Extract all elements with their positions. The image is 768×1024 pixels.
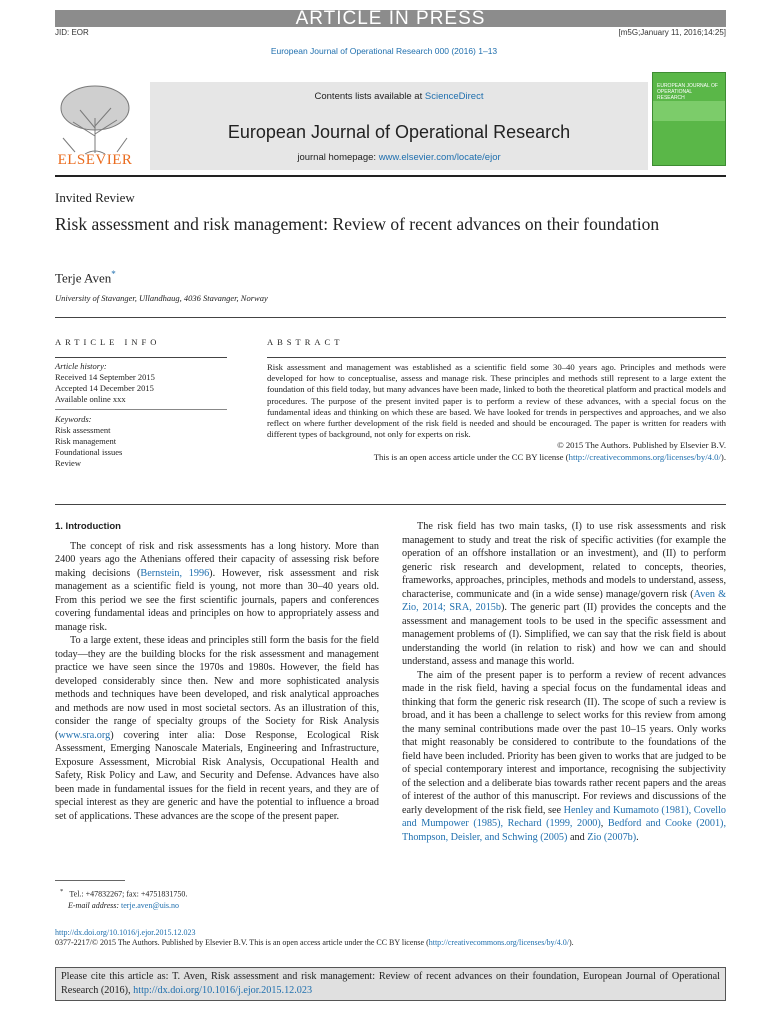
sciencedirect-link[interactable]: ScienceDirect (424, 91, 484, 102)
article-history: Article history: Received 14 September 2015 Accepted 14 December 2015 Available online xxx (55, 361, 227, 405)
reference-link[interactable]: Aven & Zio, 2014; SRA, 2015b (402, 588, 727, 613)
journal-citation[interactable]: European Journal of Operational Research 000 (2016) 1–13 (270, 46, 498, 56)
keyword: Risk assessment (55, 425, 111, 435)
section-heading: 1. Introduction (55, 521, 121, 532)
body-column-right (402, 520, 726, 844)
divider (55, 409, 227, 410)
online-date: Available online xxx (55, 394, 126, 404)
abstract-license: This is an open access article under the CC BY license (http://creativecommons.org/licenses/by/4.0/). (373, 451, 726, 462)
abstract-copyright: © 2015 The Authors. Published by Elsevier B.V. (557, 440, 726, 451)
paragraph: The concept of risk and risk assessments has a long history. More than 2400 years ago the Athenians offered their capacity of assessing risk before making decisions (Bernstein, 1996). However, risk assessment and risk management as a scientific field is young, not more than 30–40 years old. From this period we see the first scientific journals, papers and conferences covering fundamental ideas and principles on how to appropriately assess and manage risk. (55, 540, 379, 633)
journal-banner-box (150, 82, 648, 170)
keywords: Keywords: Risk assessment Risk management Foundational issues Review (55, 414, 227, 469)
abstract-heading: ABSTRACT (267, 337, 344, 347)
cite-doi-link[interactable]: http://dx.doi.org/10.1016/j.ejor.2015.12.023 (133, 985, 313, 996)
license-link[interactable]: http://creativecommons.org/licenses/by/4.0/ (428, 938, 570, 947)
email-link[interactable]: terje.aven@uis.no (121, 900, 180, 910)
publisher-name: ELSEVIER (57, 152, 133, 168)
paragraph: To a large extent, these ideas and principles still form the basis for the field today—they are the building blocks for the risk assessment and management practice we have seen since the 1970s and 1980s. However, the field has developed considerably since then. New and more sophisticated analysis methods and techniques have been developed, and risk analytical approaches and methods are now used in most societal sectors. As an illustration of this, consider the range of specialty groups of the Society for Risk Analysis (www.sra.org) covering inter alia: Dose Response, Ecological Risk Assessment, Emerging Nanoscale Materials, Engineering and Infrastructure, Exposure Assessment, Microbial Risk Analysis, Occupational Health and Safety, Risk Policy and Law, and Security and Defense. Advances have also been made in fundamental issues for the field in recent years, and they are of special interest as they are generic and have the potential to influence a broad set of applications. These advances are the scope of the present paper. (55, 635, 379, 822)
keyword: Review (55, 458, 81, 468)
keyword: Risk management (55, 436, 117, 446)
masthead-rule (55, 175, 726, 177)
reference-link[interactable]: Henley and Kumamoto (1981), Covello and Mumpower (1985), Rechard (1999, 2000) (402, 804, 727, 829)
homepage-link[interactable]: www.elsevier.com/locate/ejor (378, 152, 501, 163)
author-footnote: * Tel.: +47832267; fax: +4751831750. E-mail address: terje.aven@uis.no (60, 888, 188, 910)
doi-link[interactable]: http://dx.doi.org/10.1016/j.ejor.2015.12.023 (55, 928, 196, 937)
article-title: Risk assessment and risk management: Review of recent advances on their foundation (55, 214, 660, 234)
received-date: Received 14 September 2015 (55, 372, 155, 382)
reference-link[interactable]: Bedford and Cooke (2001), Thompson, Deisler, and Schwing (2005) (402, 818, 726, 843)
copyright-line: 0377-2217/© 2015 The Authors. Published by Elsevier B.V. This is an open access article under the CC BY license (http://creativecommons.org/licenses/by/4.0/). (55, 938, 574, 947)
homepage-line: journal homepage: www.elsevier.com/locate/ejor (297, 152, 501, 163)
divider (267, 357, 726, 358)
reference-link[interactable]: Zio (2007b) (587, 831, 637, 843)
author-footnote-mark[interactable]: * (111, 269, 116, 279)
journal-title: European Journal of Operational Research (227, 122, 571, 142)
article-info-heading: ARTICLE INFO (55, 337, 161, 347)
cover-title: EUROPEAN JOURNAL OF OPERATIONAL RESEARCH (657, 83, 718, 101)
jid-label: JID: EOR (55, 28, 89, 37)
cite-box: Please cite this article as: T. Aven, Risk assessment and risk management: Review of recent advances on their foundation, European Journal of Operational Research (2016), http://dx.doi.org/10.1016/j.ejor.2015.12.023 (55, 967, 726, 1001)
abstract-body: Risk assessment and management was established as a scientific field some 30–40 years ago. Principles and methods were developed for how to conceptualise, assess and manage risk. These principles and methods still represent to a large extent the foundation of this field today, but many advances have been made, linked to both the theoretical platform and practical models and procedures. The purpose of the present invited paper is to perform a review of these advances, with a special focus on the fundamental ideas and thinking on which these are based. We have looked for trends in perspectives and approaches, and we also reflect on where further development of the risk field is needed and should be encouraged. The paper is written for readers with different types of background, not only for experts on risk. © 2015 The Authors. Published by Elsevier B.V. This is an open access article under the CC BY license (http://creativecommons.org/licenses/by/4.0/). (267, 362, 726, 462)
reference-link[interactable]: Bernstein, 1996 (140, 567, 210, 579)
divider (55, 357, 227, 358)
journal-cover-image (652, 72, 726, 166)
reference-link[interactable]: www.sra.org (58, 729, 111, 741)
masthead (55, 72, 726, 176)
article-in-press-banner: ARTICLE IN PRESS (55, 10, 726, 27)
author-name: Terje Aven* (55, 269, 116, 286)
keyword: Foundational issues (55, 447, 123, 457)
paragraph: The aim of the present paper is to perform a review of recent advances made in the risk field, having a special focus on the fundamental ideas and thinking that form the generic risk research (II). The scope of such a review is broad, and it has been a challenge to select works for this review from among the many seminal contributions made over the past 10–15 years. Only works that might reasonably be considered to contribute to the foundations of the field have been included. Priority has been given to works that are judged to be of special contemporary interest and importance, recognising the subjectivity of the selection and a deliberate bias towards rather recent papers and the areas of interest of the author of this manuscript. For reviews and discussions of the early development of the risk field, see Henley and Kumamoto (1981), Covello and Mumpower (1985), Rechard (1999, 2000), Bedford and Cooke (2001), Thompson, Deisler, and Schwing (2005) and Zio (2007b). (402, 669, 727, 843)
affiliation: University of Stavanger, Ullandhaug, 4036 Stavanger, Norway (55, 293, 268, 303)
timestamp: [m5G;January 11, 2016;14:25] (618, 28, 726, 37)
footnote-rule (55, 880, 125, 881)
divider (55, 317, 726, 318)
article-category: Invited Review (55, 190, 135, 205)
cover-band (653, 101, 725, 121)
paragraph: The risk field has two main tasks, (I) to use risk assessments and risk management to study and treat the risk of specific activities (for example the operation of an offshore installation or an investment), and (II) to perform generic risk research and development, related to concepts, theories, frameworks, approaches, principles, methods and models to understand, assess, characterise, communicate and (in a wide sense) manage/govern risk (Aven & Zio, 2014; SRA, 2015b). The generic part (II) provides the concepts and the assessment and management tools to be used in the specific assessment and management problems of (I). Simplified, we can say that the risk field is about understanding the world (in relation to risk) and how we can and should understand, assess and manage this world. (402, 521, 727, 667)
divider (55, 504, 726, 505)
body-column-left (55, 520, 379, 823)
contents-line: Contents lists available at ScienceDirect (314, 91, 484, 102)
license-link[interactable]: http://creativecommons.org/licenses/by/4.0/ (568, 451, 721, 462)
accepted-date: Accepted 14 December 2015 (55, 383, 154, 393)
